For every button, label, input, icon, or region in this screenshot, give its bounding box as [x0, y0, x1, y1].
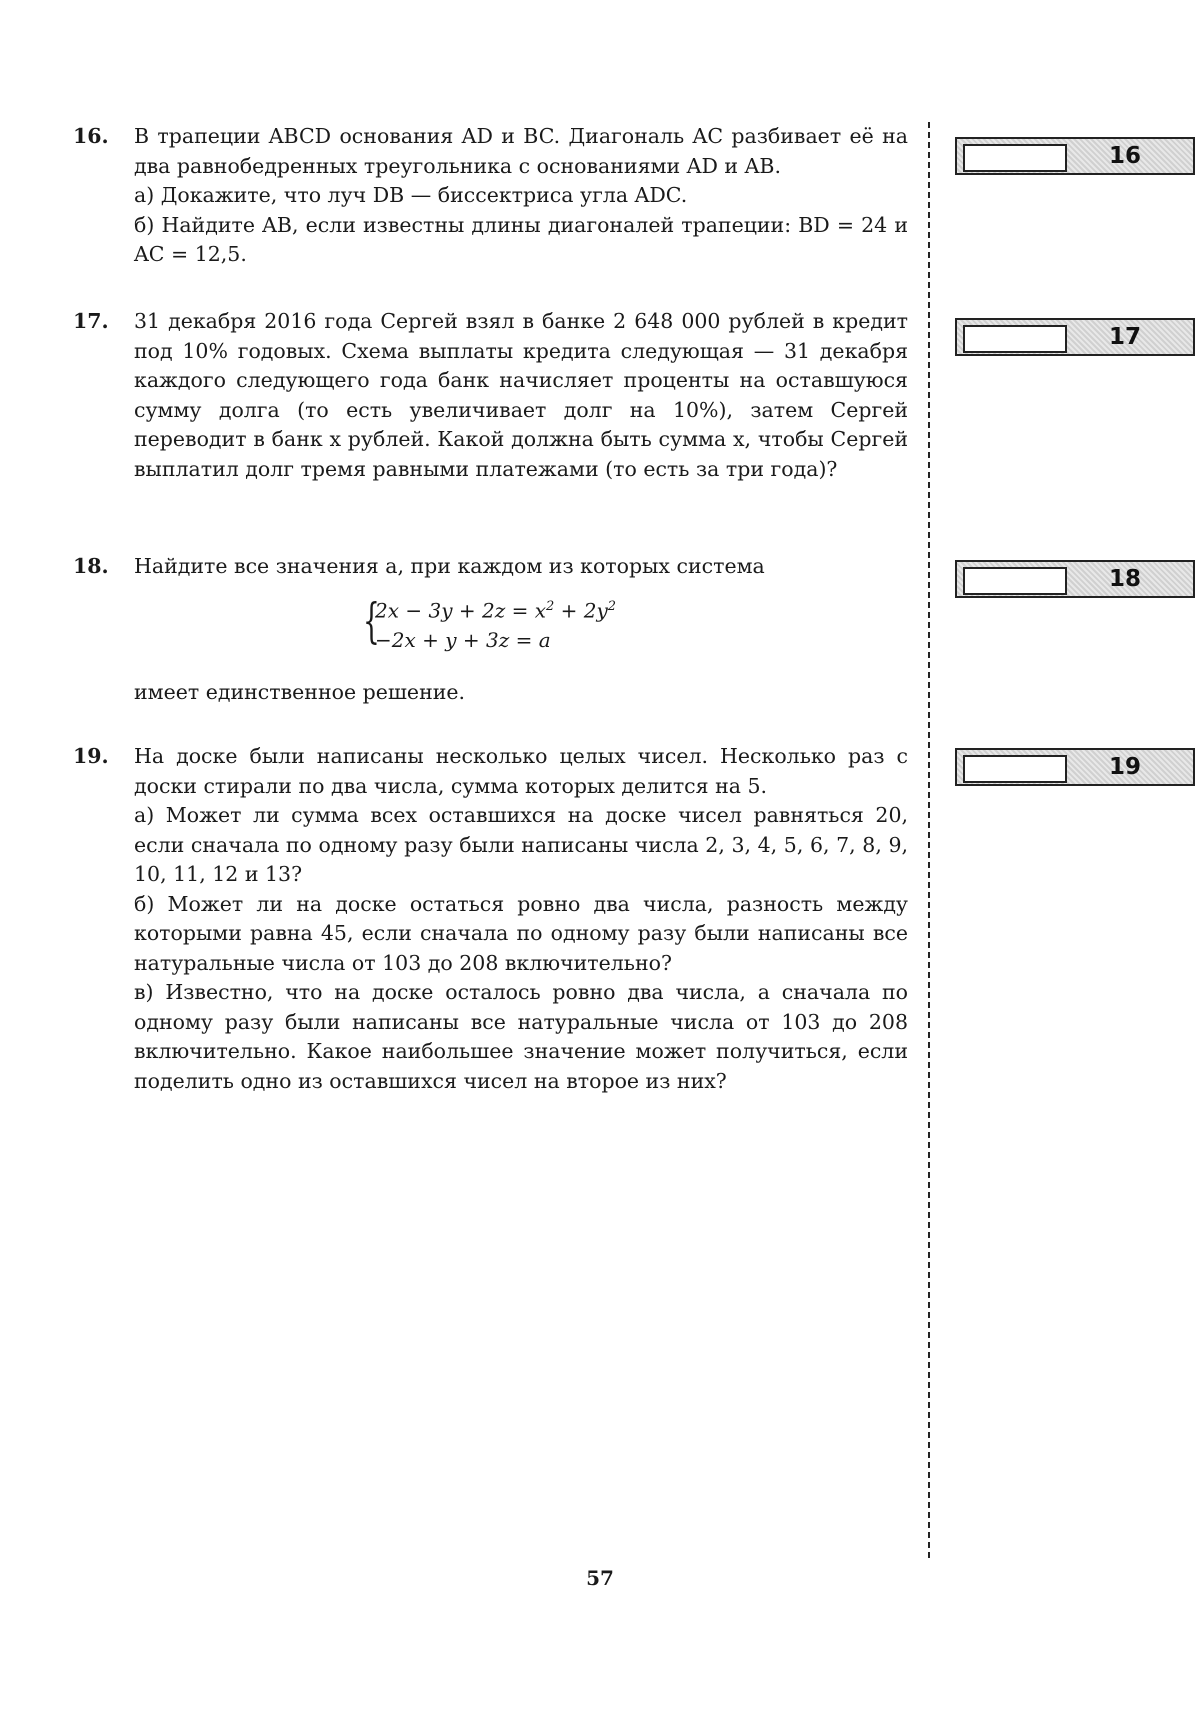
problem-16 — [73, 122, 908, 270]
answer-box-17 — [955, 318, 1195, 356]
problem-18-ending: имеет единственное решение. — [134, 680, 466, 704]
answer-field[interactable] — [963, 755, 1067, 783]
problem-part-c: в) Известно, что на доске осталось ровно два числа, а сначала по одному разу были написаны все натуральные числа от 103 до 208 включительно. Какое наибольшее значение может получиться, если поделить одно из оставшихся чисел на второе из них? — [134, 980, 908, 1093]
answer-box-number: 19 — [1108, 754, 1141, 780]
problem-part-a: а) Может ли сумма всех оставшихся на доске чисел равняться 20, если сначала по одному разу были написаны числа 2, 3, 4, 5, 6, 7, 8, 9, 10, 11, 12 и 13? — [134, 803, 908, 886]
system-brace: { — [363, 593, 380, 649]
page-number: 57 — [586, 1566, 614, 1590]
problem-text: В трапеции ABCD основания AD и BC. Диагональ AC разбивает её на два равнобедренных треугольника с основаниями AD и AB. — [134, 124, 908, 178]
problem-text: Найдите все значения a, при каждом из которых система — [134, 554, 765, 578]
answer-box-number: 16 — [1108, 143, 1141, 169]
problem-number: 19. — [73, 744, 109, 768]
problem-17 — [73, 307, 908, 484]
problem-19 — [73, 742, 908, 1096]
problem-part-b: б) Найдите AB, если известны длины диагоналей трапеции: BD = 24 и AC = 12,5. — [134, 212, 908, 266]
problem-part-a: а) Докажите, что луч DB — биссектриса угла ADC. — [134, 183, 688, 207]
answer-field[interactable] — [963, 567, 1067, 595]
problem-number: 16. — [73, 124, 109, 148]
equation-1: $2x - 3y + 2z = x^2 + 2y^2$ — [375, 598, 617, 623]
problem-text: 31 декабря 2016 года Сергей взял в банке 2 648 000 рублей в кредит под 10% годовых. Схема выплаты кредита следующая — 31 декабря каждого следующего года банк начисляет проценты на оставшуюся сумму долга (то есть увеличивает долг на 10%), затем Сергей переводит в банк x рублей. Какой должна быть сумма x, чтобы Сергей выплатил долг тремя равными платежами (то есть за три года)? — [134, 309, 908, 481]
problem-number: 17. — [73, 309, 109, 333]
answer-box-number: 17 — [1108, 324, 1141, 350]
equation-system — [363, 592, 617, 655]
problem-part-b: б) Может ли на доске остаться ровно два числа, разность между которыми равна 45, если сначала по одному разу были написаны все натуральные числа от 103 до 208 включительно? — [134, 891, 908, 975]
answer-box-19 — [955, 748, 1195, 786]
problem-text: На доске были написаны несколько целых чисел. Несколько раз с доски стирали по два числа, сумма которых делится на 5. — [134, 744, 908, 798]
answer-box-16 — [955, 137, 1195, 175]
answer-field[interactable] — [963, 325, 1067, 353]
equation-2: −2x + y + 3z = a — [375, 627, 551, 652]
problem-18 — [73, 552, 908, 582]
problem-number: 18. — [73, 554, 109, 578]
answer-box-18 — [955, 560, 1195, 598]
margin-divider — [928, 122, 930, 1558]
answer-field[interactable] — [963, 144, 1067, 172]
answer-box-number: 18 — [1108, 566, 1141, 592]
